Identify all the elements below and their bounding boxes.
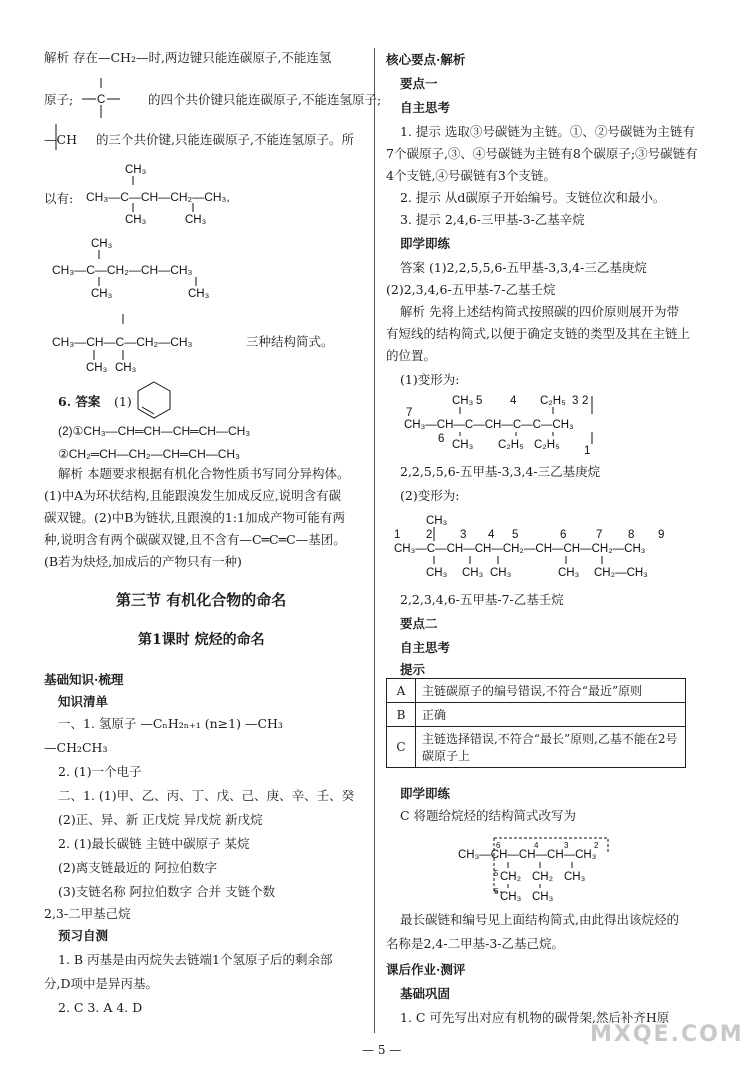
explain-5: (B若为炔烃,加成后的产物只有一种) <box>44 554 242 569</box>
knowledge-line-3: 2. (1)一个电子 <box>58 764 142 779</box>
row-key: B <box>387 703 416 727</box>
svg-text:6: 6 <box>560 529 567 541</box>
point-two-heading: 要点二 <box>400 616 438 631</box>
svg-text:C₂H₅: C₂H₅ <box>498 439 524 451</box>
answer-1: 答案 (1)2,2,5,5,6-五甲基-3,3,4-三乙基庚烷 <box>400 260 647 275</box>
watermark-logo: MXQE.COM <box>590 1022 744 1047</box>
analysis-p2a: 原子; <box>44 92 74 107</box>
row-key: C <box>387 727 416 768</box>
analysis-p4a: 以有: <box>44 191 74 206</box>
table-row <box>387 679 686 703</box>
explain-4: 种,说明含有两个碳碳双键,且不含有—C═C═C—基团。 <box>44 532 346 547</box>
svg-text:9: 9 <box>658 529 665 541</box>
transform-2-label: (2)变形为: <box>400 488 460 503</box>
svg-text:CH₃: CH₃ <box>452 395 474 407</box>
knowledge-line-9: 2,3-二甲基己烷 <box>44 906 131 921</box>
knowledge-line-1: 一、1. 氢原子 —CₙH₂ₙ₊₁ (n≥1) —CH₃ <box>58 716 283 731</box>
svg-text:3: 3 <box>572 395 579 407</box>
svg-text:CH₃: CH₃ <box>426 567 448 579</box>
svg-text:CH₃: CH₃ <box>115 362 137 374</box>
svg-text:CH₂—CH₃: CH₂—CH₃ <box>594 567 648 579</box>
svg-text:CH₃—CH—C—CH—C—C—CH₃: CH₃—CH—C—CH—C—C—CH₃ <box>404 419 574 431</box>
analysis-p3b: 的三个共价键,只能连碳原子,不能连氢原子。所 <box>96 132 354 147</box>
knowledge-line-5: (2)正、异、新 正戊烷 异戊烷 新戊烷 <box>58 812 263 827</box>
table-row <box>387 703 686 727</box>
lesson-title: 第1课时 烷烃的命名 <box>138 632 265 648</box>
analysis-p1: 解析 存在—CH₂—时,两边键只能连碳原子,不能连氢 <box>44 50 332 65</box>
row-value: 主链碳原子的编号错误,不符合“最近”原则 <box>416 679 686 703</box>
svg-text:2: 2 <box>582 395 589 407</box>
name-1: 2,2,5,5,6-五甲基-3,3,4-三乙基庚烷 <box>400 464 601 479</box>
table-row <box>387 727 686 768</box>
svg-text:C₂H₅: C₂H₅ <box>540 395 566 407</box>
hint-heading: 提示 <box>400 662 426 677</box>
q6-label: 6. 答案 <box>58 394 101 409</box>
cyclohexene-ring <box>134 380 174 424</box>
explain-1: 解析 本题要求根据有机化合物性质书写同分异构体。 <box>58 466 350 481</box>
svg-text:4: 4 <box>488 529 495 541</box>
page-number: — 5 — <box>362 1043 402 1057</box>
svg-text:CH₃: CH₃ <box>500 891 522 903</box>
structure-3-tail: 三种结构简式。 <box>246 334 334 349</box>
svg-text:6: 6 <box>438 433 445 445</box>
explain-3: 碳双键。(2)中B为链状,且跟溴的1:1加成产物可能有两 <box>44 510 345 525</box>
svg-text:2: 2 <box>426 529 433 541</box>
hint-1a: 1. 提示 选取③号碳链为主链。①、②号碳链为主链有 <box>400 124 695 139</box>
basic-knowledge-heading: 基础知识·梳理 <box>44 672 124 687</box>
svg-text:CH₃: CH₃ <box>532 891 554 903</box>
svg-text:1: 1 <box>584 445 591 457</box>
row-value: 主链选择错误,不符合“最长”原则,乙基不能在2号碳原子上 <box>416 727 686 768</box>
section-title: 第三节 有机化合物的命名 <box>116 591 287 609</box>
knowledge-line-7: (2)离支链最近的 阿拉伯数字 <box>58 860 218 875</box>
point-one-heading: 要点一 <box>400 76 438 91</box>
knowledge-list-heading: 知识清单 <box>58 694 109 709</box>
row-value: 正确 <box>416 703 686 727</box>
self-think-heading: 自主思考 <box>400 100 451 115</box>
analysis-r2: 有短线的结构简式,以便于确定支链的类型及其在主链上 <box>386 326 690 341</box>
hint-2: 2. 提示 从d碳原子开始编号。支链位次和最小。 <box>400 190 666 205</box>
svg-text:C₂H₅: C₂H₅ <box>534 439 560 451</box>
svg-text:CH₃: CH₃ <box>185 214 207 226</box>
svg-text:2: 2 <box>594 841 599 850</box>
practice-heading-2: 即学即练 <box>400 786 451 801</box>
q6-part2b: ②CH₂═CH—CH₂—CH═CH—CH₃ <box>58 447 240 461</box>
row-key: A <box>387 679 416 703</box>
practice-answer-c: C 将题给烷烃的结构简式改写为 <box>400 808 577 823</box>
svg-text:CH₂: CH₂ <box>500 871 522 883</box>
analysis-r3: 的位置。 <box>386 348 437 363</box>
svg-text:7: 7 <box>406 407 413 419</box>
svg-text:1: 1 <box>394 529 401 541</box>
expanded-structure-1 <box>400 392 640 456</box>
svg-text:CH₃: CH₃ <box>125 164 147 176</box>
hint-table <box>386 678 686 768</box>
svg-text:CH₃: CH₃ <box>91 288 113 300</box>
knowledge-line-4: 二、1. (1)甲、乙、丙、丁、戊、己、庚、辛、壬、癸 <box>58 788 355 803</box>
core-points-heading: 核心要点·解析 <box>386 52 466 67</box>
svg-text:CH₃: CH₃ <box>452 439 474 451</box>
test-answer-1b: 分,D项中是异丙基。 <box>44 976 158 991</box>
name-2: 2,2,3,4,6-五甲基-7-乙基壬烷 <box>400 592 564 607</box>
svg-text:5: 5 <box>512 529 519 541</box>
svg-text:4: 4 <box>534 841 539 850</box>
svg-text:CH₂: CH₂ <box>532 871 554 883</box>
knowledge-line-6: 2. (1)最长碳链 主链中碳原子 某烷 <box>58 836 250 851</box>
svg-text:CH₃—CH—CH—CH—CH₃: CH₃—CH—CH—CH—CH₃ <box>458 849 597 861</box>
analysis-p3a: —CH <box>44 132 77 147</box>
svg-text:CH₃: CH₃ <box>91 238 113 250</box>
svg-text:CH₃: CH₃ <box>125 214 147 226</box>
knowledge-line-2: —CH₂CH₃ <box>44 740 108 755</box>
practice-heading: 即学即练 <box>400 236 451 251</box>
structure-1-main: CH₃—C—CH—CH₂—CH₃, <box>86 190 230 204</box>
preview-test-heading: 预习自测 <box>58 928 109 943</box>
svg-text:C: C <box>97 94 106 106</box>
q6-part1: (1) <box>114 394 132 409</box>
expanded-structure-2 <box>390 512 690 586</box>
structure-3-main: CH₃—CH—C—CH₂—CH₃ <box>52 335 193 349</box>
svg-text:CH₃: CH₃ <box>558 567 580 579</box>
svg-text:CH₃—C—CH—CH—CH₂—CH—CH—CH₂—CH₃: CH₃—C—CH—CH—CH₂—CH—CH—CH₂—CH₃ <box>394 543 646 555</box>
analysis-r1: 解析 先将上述结构简式按照碳的四价原则展开为带 <box>400 304 679 319</box>
answer-2: (2)2,3,4,6-五甲基-7-乙基壬烷 <box>386 282 556 297</box>
self-think-heading-2: 自主思考 <box>400 640 451 655</box>
svg-text:3: 3 <box>564 841 569 850</box>
svg-text:CH₃: CH₃ <box>188 288 210 300</box>
svg-text:CH₃: CH₃ <box>86 362 108 374</box>
hint-1c: 4个支链,④号碳链有3个支链。 <box>386 168 556 183</box>
svg-text:6: 6 <box>496 841 501 850</box>
svg-text:CH₃: CH₃ <box>490 567 512 579</box>
svg-text:3: 3 <box>460 529 467 541</box>
svg-text:5: 5 <box>494 869 499 878</box>
hint-1b: 7个碳原子,③、④号碳链为主链有8个碳原子;③号碳链有 <box>386 146 698 161</box>
svg-text:5: 5 <box>476 395 483 407</box>
basic-consolidation-heading: 基础巩固 <box>400 986 451 1001</box>
explain-2: (1)中A为环状结构,且能跟溴发生加成反应,说明含有碳 <box>44 488 342 503</box>
final-line-1: 最长碳链和编号见上面结构简式,由此得出该烷烃的 <box>400 912 679 927</box>
rewritten-structure <box>458 830 658 902</box>
structure-2-main: CH₃—C—CH₂—CH—CH₃ <box>52 263 193 277</box>
q6-part2a: (2)①CH₃—CH═CH—CH═CH—CH₃ <box>58 424 251 438</box>
analysis-p2b: 的四个共价键只能连碳原子,不能连氢原子; <box>148 92 382 107</box>
quaternary-carbon-glyph <box>80 74 140 124</box>
test-answers-2-4: 2. C 3. A 4. D <box>58 1000 143 1015</box>
knowledge-line-8: (3)支链名称 阿拉伯数字 合并 支链个数 <box>58 884 276 899</box>
svg-text:CH₃: CH₃ <box>564 871 586 883</box>
test-answer-1: 1. B 丙基是由丙烷失去链端1个氢原子后的剩余部 <box>58 952 333 967</box>
svg-text:4: 4 <box>510 395 517 407</box>
svg-text:CH₃: CH₃ <box>462 567 484 579</box>
homework-heading: 课后作业·测评 <box>386 962 466 977</box>
homework-answer-1: 1. C 可先写出对应有机物的碳骨架,然后补齐H原 <box>400 1010 670 1025</box>
svg-text:7: 7 <box>596 529 603 541</box>
final-line-2: 名称是2,4-二甲基-3-乙基己烷。 <box>386 936 565 951</box>
transform-1-label: (1)变形为: <box>400 372 460 387</box>
column-divider <box>374 48 375 1033</box>
svg-text:CH₃: CH₃ <box>426 515 448 527</box>
hint-3: 3. 提示 2,4,6-三甲基-3-乙基辛烷 <box>400 212 585 227</box>
svg-text:6: 6 <box>494 887 499 896</box>
svg-text:8: 8 <box>628 529 635 541</box>
